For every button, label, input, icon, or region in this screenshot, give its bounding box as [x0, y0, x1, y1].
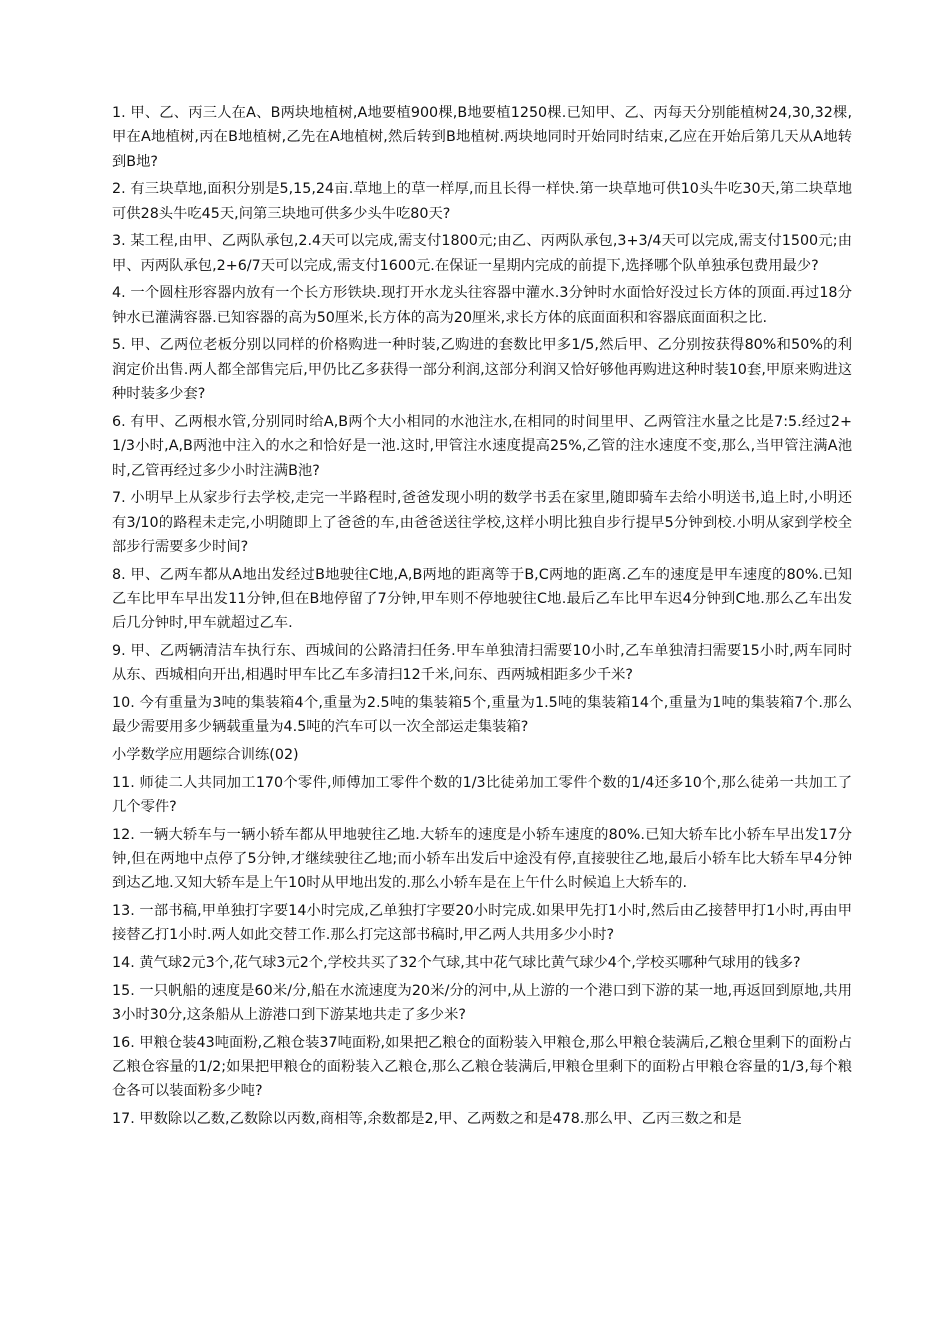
problem-10: 10. 今有重量为3吨的集装箱4个,重量为2.5吨的集装箱5个,重量为1.5吨的集装箱14个,重量为1吨的集装箱7个.那么最少需要用多少辆载重量为4.5吨的汽车可以一次全部运走集装箱? — [112, 695, 852, 736]
problem-16: 16. 甲粮仓装43吨面粉,乙粮仓装37吨面粉,如果把乙粮仓的面粉装入甲粮仓,那么甲粮仓装满后,乙粮仓里剩下的面粉占乙粮仓容量的1/2;如果把甲粮仓的面粉装入乙粮仓,那么乙粮仓装满后,甲粮仓里剩下的面粉占甲粮仓容量的1/3,每个粮仓各可以装面粉多少吨? — [112, 1034, 852, 1100]
problem-12: 12. 一辆大轿车与一辆小轿车都从甲地驶往乙地.大轿车的速度是小轿车速度的80%.已知大轿车比小轿车早出发17分钟,但在两地中点停了5分钟,才继续驶往乙地;而小轿车出发后中途没有停,直接驶往乙地,最后小轿车比大轿车早4分钟到达乙地.又知大轿车是上午10时从甲地出发的.那么小轿车是在上午什么时候追上大轿车的. — [112, 826, 852, 892]
problem-5: 5. 甲、乙两位老板分别以同样的价格购进一种时装,乙购进的套数比甲多1/5,然后甲、乙分别按获得80%和50%的利润定价出售.两人都全部售完后,甲仍比乙多获得一部分利润,这部分利润又恰好够他再购进这种时装10套,甲原来购进这种时装多少套? — [112, 337, 852, 403]
problem-1: 1. 甲、乙、丙三人在A、B两块地植树,A地要植900棵,B地要植1250棵.已知甲、乙、丙每天分别能植树24,30,32棵,甲在A地植树,丙在B地植树,乙先在A地植树,然后转到B地植树.两块地同时开始同时结束,乙应在开始后第几天从A地转到B地? — [112, 105, 852, 170]
problem-2: 2. 有三块草地,面积分别是5,15,24亩.草地上的草一样厚,而且长得一样快.第一块草地可供10头牛吃30天,第二块草地可供28头牛吃45天,问第三块地可供多少头牛吃80天? — [112, 181, 852, 222]
document-page — [112, 101, 852, 1135]
problem-9: 9. 甲、乙两辆清洁车执行东、西城间的公路清扫任务.甲车单独清扫需要10小时,乙车单独清扫需要15小时,两车同时从东、西城相向开出,相遇时甲车比乙车多清扫12千米,问东、西两城相距多少千米? — [112, 643, 852, 684]
problem-15: 15. 一只帆船的速度是60米/分,船在水流速度为20米/分的河中,从上游的一个港口到下游的某一地,再返回到原地,共用3小时30分,这条船从上游港口到下游某地共走了多少米? — [112, 982, 852, 1024]
problem-4: 4. 一个圆柱形容器内放有一个长方形铁块.现打开水龙头往容器中灌水.3分钟时水面恰好没过长方体的顶面.再过18分钟水已灌满容器.已知容器的高为50厘米,长方体的高为20厘米,求长方体的底面面积和容器底面面积之比. — [112, 285, 852, 326]
problem-11: 11. 师徒二人共同加工170个零件,师傅加工零件个数的1/3比徒弟加工零件个数的1/4还多10个,那么徒弟一共加工了几个零件? — [112, 774, 852, 816]
problem-17: 17. 甲数除以乙数,乙数除以丙数,商相等,余数都是2,甲、乙两数之和是478.那么甲、乙丙三数之和是 — [112, 1111, 742, 1128]
problem-6: 6. 有甲、乙两根水管,分别同时给A,B两个大小相同的水池注水,在相同的时间里甲、乙两管注水量之比是7:5.经过2+1/3小时,A,B两池中注入的水之和恰好是一池.这时,甲管注水速度提高25%,乙管的注水速度不变,那么,当甲管注满A池时,乙管再经过多少小时注满B池? — [112, 413, 852, 479]
problem-14: 14. 黄气球2元3个,花气球3元2个,学校共买了32个气球,其中花气球比黄气球少4个,学校买哪种气球用的钱多? — [112, 955, 801, 972]
problem-13: 13. 一部书稿,甲单独打字要14小时完成,乙单独打字要20小时完成.如果甲先打1小时,然后由乙接替甲打1小时,再由甲接替乙打1小时.两人如此交替工作.那么打完这部书稿时,甲乙两人共用多少小时? — [112, 903, 852, 944]
problem-7: 7. 小明早上从家步行去学校,走完一半路程时,爸爸发现小明的数学书丢在家里,随即骑车去给小明送书,追上时,小明还有3/10的路程未走完,小明随即上了爸爸的车,由爸爸送往学校,这样小明比独自步行提早5分钟到校.小明从家到学校全部步行需要多少时间? — [112, 490, 852, 556]
problem-8: 8. 甲、乙两车都从A地出发经过B地驶往C地,A,B两地的距离等于B,C两地的距离.乙车的速度是甲车速度的80%.已知乙车比甲车早出发11分钟,但在B地停留了7分钟,甲车则不停地驶往C地.最后乙车比甲车迟4分钟到C地.那么乙车出发后几分钟时,甲车就超过乙车. — [112, 566, 852, 632]
section-heading: 小学数学应用题综合训练(02) — [112, 747, 299, 764]
problem-3: 3. 某工程,由甲、乙两队承包,2.4天可以完成,需支付1800元;由乙、丙两队承包,3+3/4天可以完成,需支付1500元;由甲、丙两队承包,2+6/7天可以完成,需支付1600元.在保证一星期内完成的前提下,选择哪个队单独承包费用最少? — [112, 233, 852, 274]
